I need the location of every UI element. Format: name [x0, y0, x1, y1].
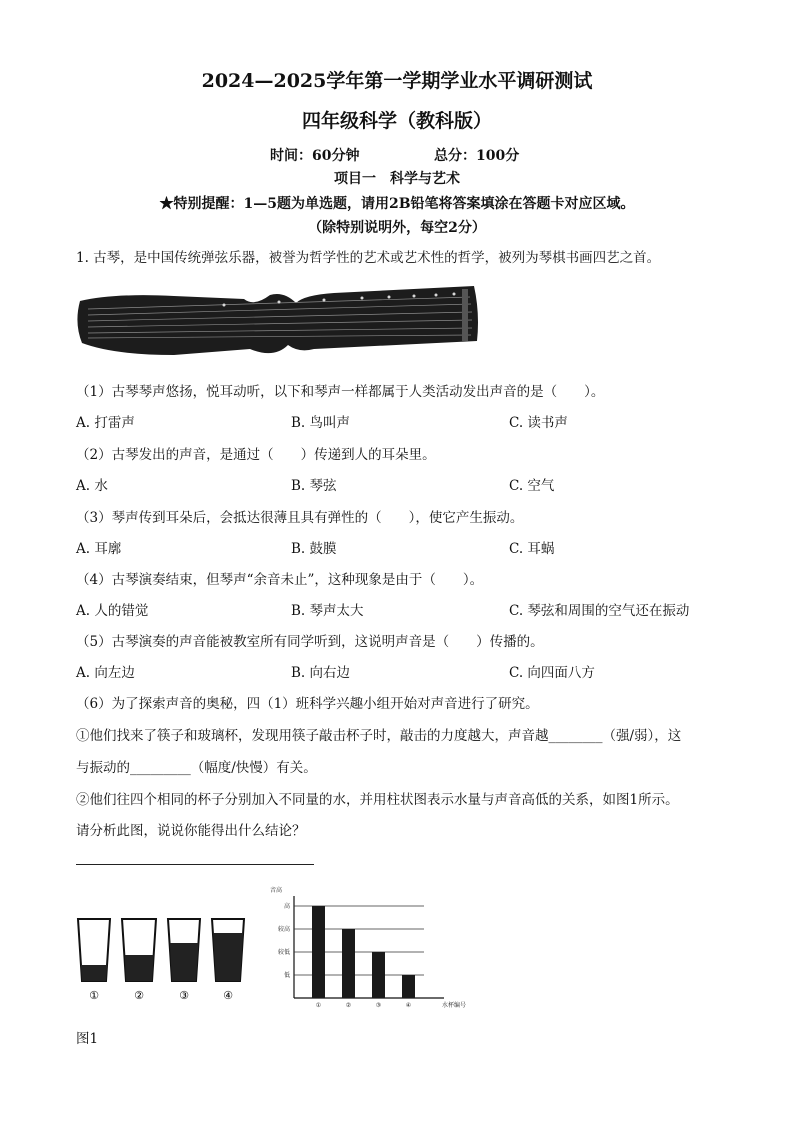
- option-a: A. 人的错觉: [76, 603, 149, 619]
- option-b: B. 琴弦: [291, 478, 337, 494]
- x-tick-label: ①: [315, 1002, 322, 1009]
- bar: [312, 906, 325, 998]
- cup-label: ④: [223, 989, 233, 1002]
- option-b: B. 鸟叫声: [291, 415, 351, 431]
- option-c: C. 耳蜗: [509, 541, 555, 557]
- option-c: C. 空气: [509, 478, 555, 494]
- y-tick-label: 低: [283, 972, 290, 979]
- question-1-6: （6）为了探索声音的奥秘，四（1）班科学兴趣小组开始对声音进行了研究。: [76, 696, 539, 712]
- x-tick-label: ④: [405, 1002, 412, 1009]
- exam-subtitle: 四年级科学（教科版）: [301, 110, 492, 132]
- option-a: A. 水: [76, 478, 108, 494]
- x-axis-label: 水杯编号: [441, 1002, 466, 1009]
- cups-illustration: [76, 915, 256, 1007]
- project-heading: 项目一 科学与艺术: [334, 171, 460, 187]
- scoring-note: （除特别说明外，每空2分）: [308, 220, 486, 236]
- option-b: B. 向右边: [291, 665, 351, 681]
- guqin-image: [74, 283, 484, 363]
- x-tick-label: ③: [375, 1002, 382, 1009]
- bar: [342, 929, 355, 998]
- question-1-6-part-1-cont: 与振动的_________（幅度/快慢）有关。: [76, 760, 317, 776]
- figure-caption: 图1: [76, 1031, 99, 1047]
- option-c: C. 向四面八方: [509, 665, 595, 681]
- cup-label: ②: [134, 989, 144, 1002]
- answer-line[interactable]: [76, 864, 314, 865]
- y-tick-label: 较低: [277, 949, 290, 956]
- special-reminder: ★特别提醒：1—5题为单选题，请用2B铅笔将答案填涂在答题卡对应区域。: [159, 196, 635, 212]
- y-tick-label: 较高: [277, 926, 290, 933]
- bar: [372, 952, 385, 998]
- option-a: A. 打雷声: [76, 415, 135, 431]
- x-tick-label: ②: [345, 1002, 352, 1009]
- option-a: A. 向左边: [76, 665, 135, 681]
- y-axis-label: 音高: [270, 887, 283, 894]
- option-a: A. 耳廓: [76, 541, 122, 557]
- exam-title: 2024—2025学年第一学期学业水平调研测试: [201, 70, 593, 92]
- question-1-1: （1）古琴琴声悠扬，悦耳动听，以下和琴声一样都属于人类活动发出声音的是（ ）。: [76, 384, 605, 400]
- option-c: C. 琴弦和周围的空气还在振动: [509, 603, 690, 619]
- question-1-6-part-2: ②他们往四个相同的杯子分别加入不同量的水，并用柱状图表示水量与声音高低的关系，如图1所示。: [76, 792, 679, 808]
- question-1-6-part-1: ①他们找来了筷子和玻璃杯，发现用筷子敲击杯子时，敲击的力度越大，声音越________（强/弱），这: [76, 728, 682, 744]
- question-1-2: （2）古琴发出的声音，是通过（ ）传递到人的耳朵里。: [76, 447, 436, 463]
- exam-time: 时间：60分钟: [270, 148, 360, 164]
- pitch-bar-chart: [268, 884, 474, 1012]
- exam-total-score: 总分：100分: [434, 148, 520, 164]
- bar: [402, 975, 415, 998]
- question-1-4: （4）古琴演奏结束，但琴声“余音未止”，这种现象是由于（ ）。: [76, 572, 484, 588]
- cup-label: ③: [179, 989, 189, 1002]
- question-1-6-part-2-cont: 请分析此图，说说你能得出什么结论？: [76, 823, 306, 839]
- cup-label: ①: [89, 989, 99, 1002]
- question-1-intro: 1. 古琴，是中国传统弹弦乐器，被誉为哲学性的艺术或艺术性的哲学，被列为琴棋书画四艺之首。: [76, 250, 661, 266]
- question-1-5: （5）古琴演奏的声音能被教室所有同学听到，这说明声音是（ ）传播的。: [76, 634, 544, 650]
- option-b: B. 琴声太大: [291, 603, 364, 619]
- question-1-3: （3）琴声传到耳朵后，会抵达很薄且具有弹性的（ ），使它产生振动。: [76, 510, 524, 526]
- option-b: B. 鼓膜: [291, 541, 337, 557]
- y-tick-label: 高: [283, 903, 290, 910]
- option-c: C. 读书声: [509, 415, 568, 431]
